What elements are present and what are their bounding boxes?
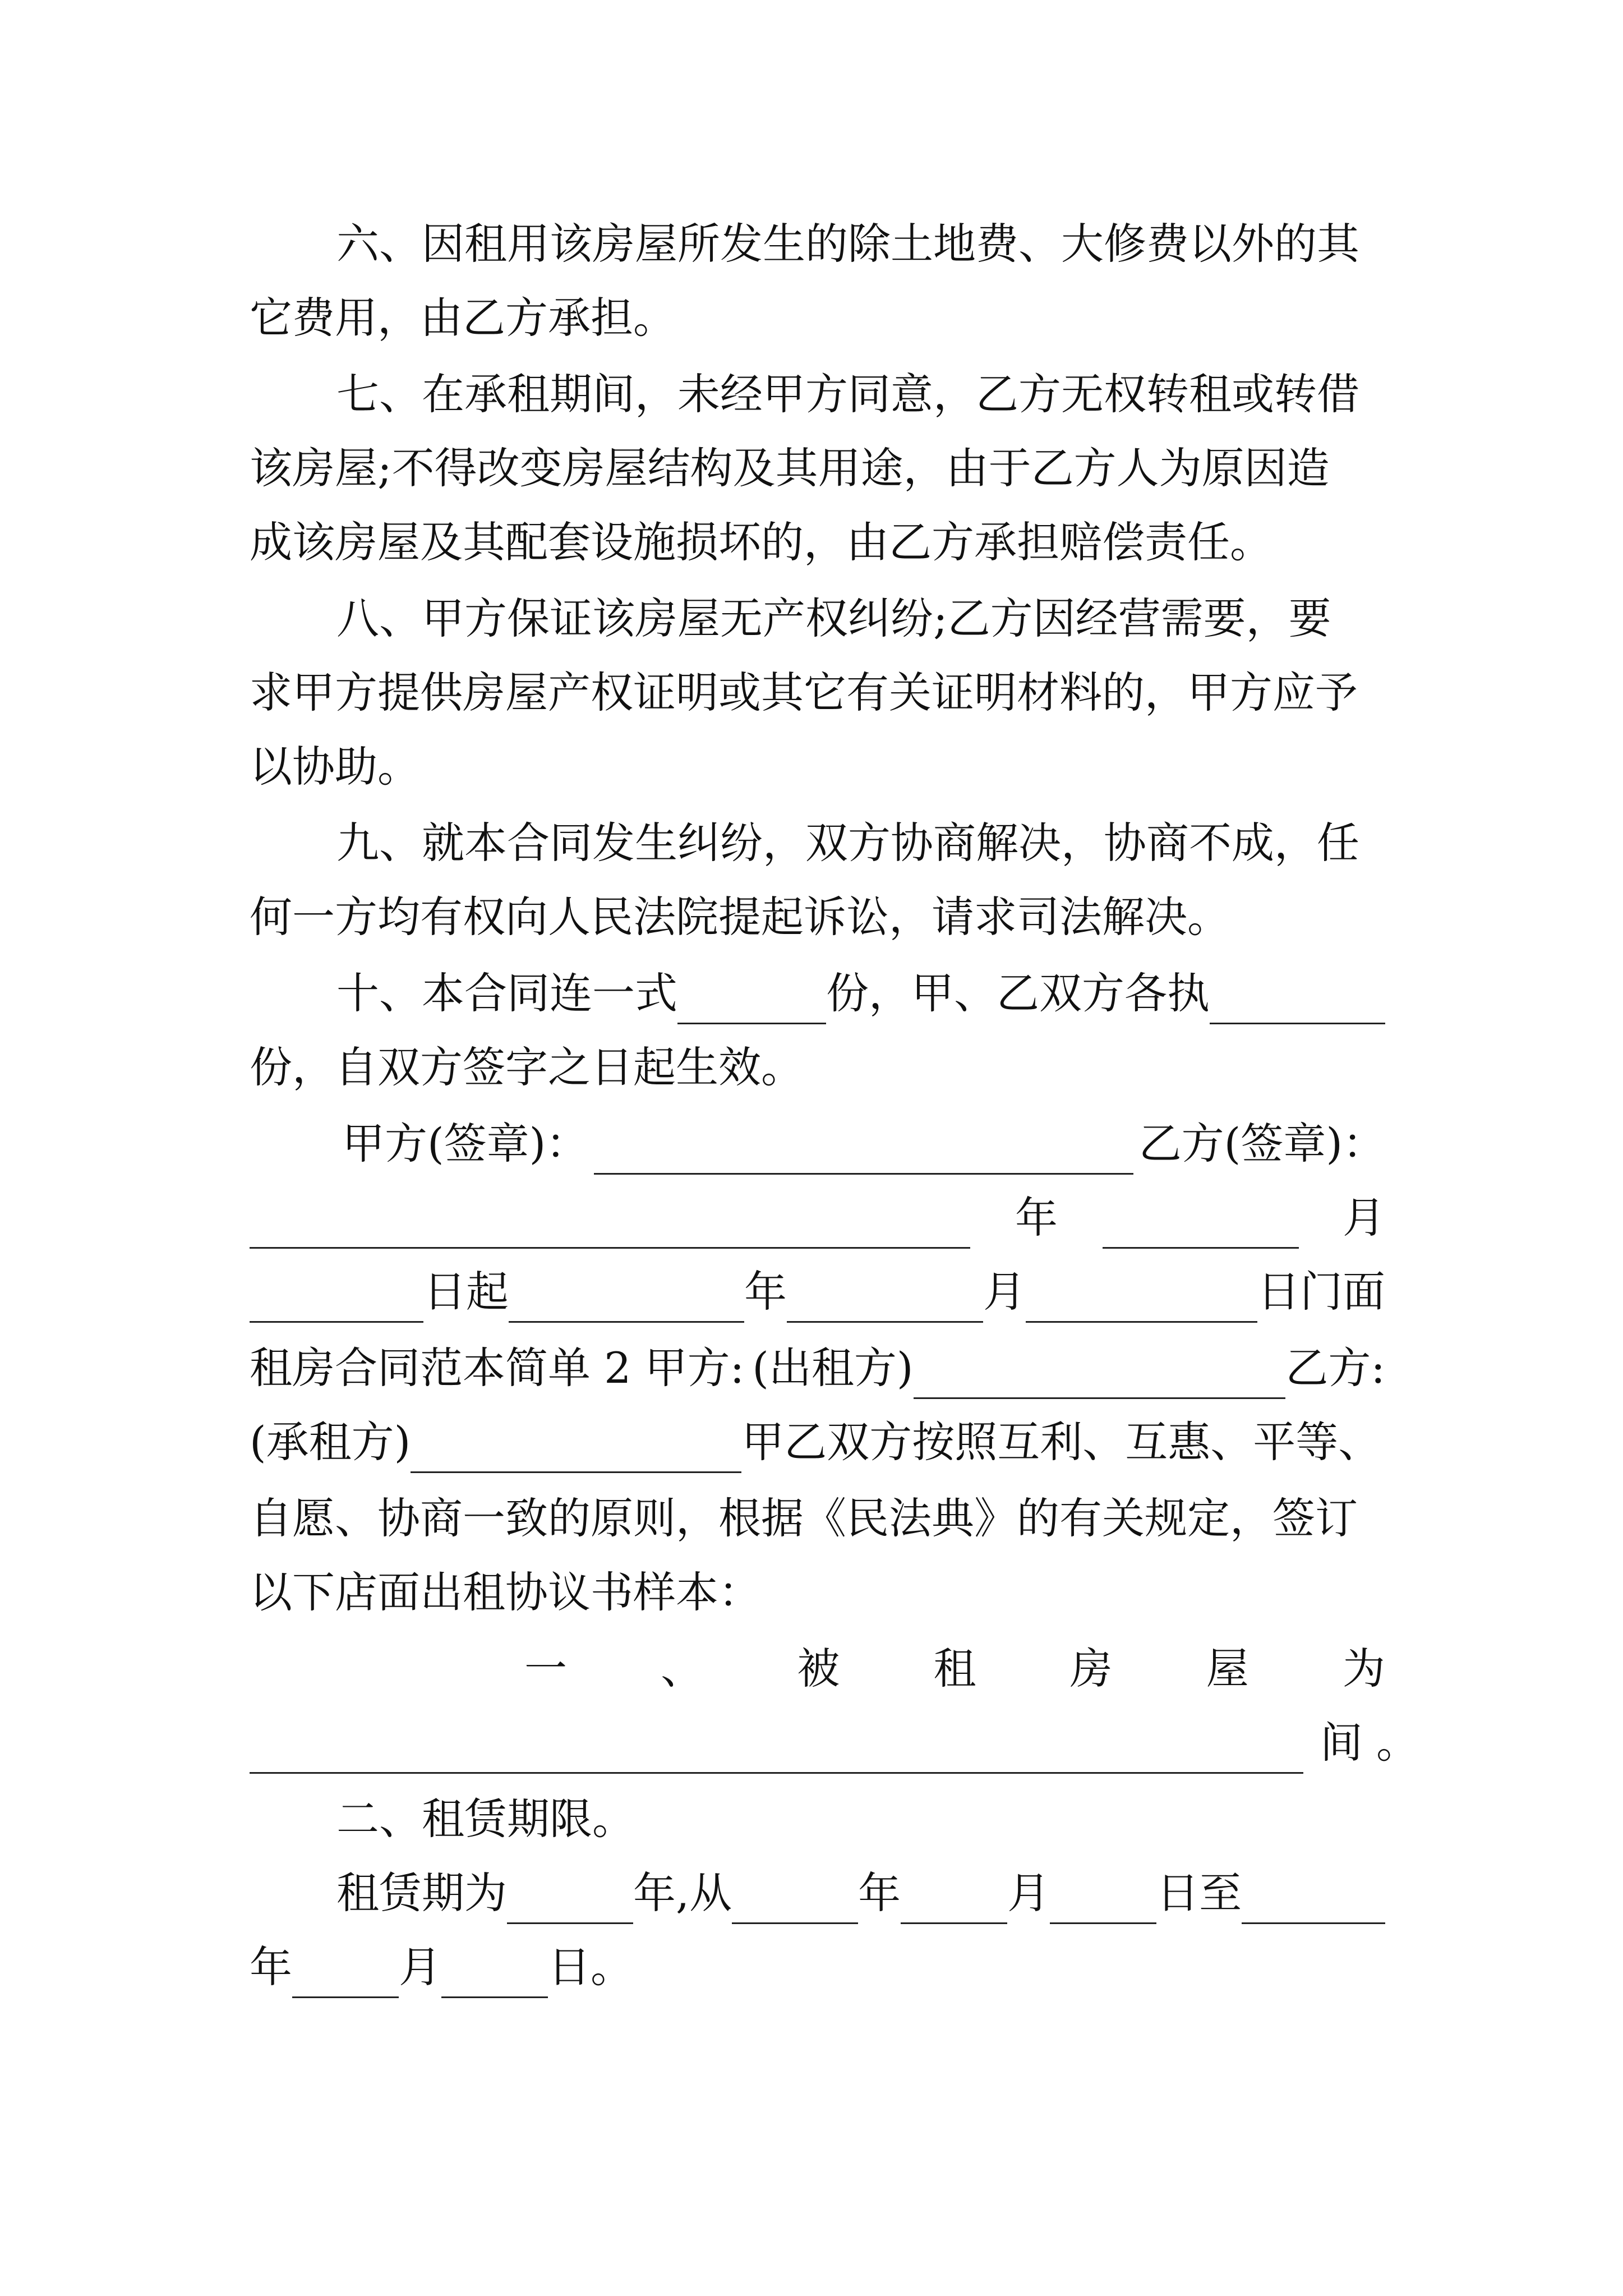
month2-label: 月 (983, 1267, 1026, 1317)
clause-ten-line-2: 份，自双方签字之日起生效。 (250, 1042, 804, 1092)
lease-years-blank[interactable] (507, 1876, 633, 1924)
start-year-blank[interactable] (732, 1876, 858, 1924)
signature-line (342, 1113, 1385, 1175)
month-blank[interactable] (1103, 1201, 1299, 1249)
copies-each-blank[interactable] (1210, 977, 1385, 1024)
lessee-label: (承租方) (250, 1417, 411, 1467)
party-b-signature-blank[interactable] (250, 1201, 970, 1249)
item-one-char: 、 (661, 1644, 704, 1694)
item-one-char: 屋 (1206, 1644, 1249, 1694)
contract2-line-4: 以下店面出租协议书样本： (250, 1567, 761, 1617)
clause-ten-text-b: 份，甲、乙双方各执 (826, 968, 1210, 1018)
month-label: 月 (1343, 1193, 1385, 1243)
lease-term-line-1 (336, 1862, 1385, 1924)
clause-eight-line-2: 求甲方提供房屋产权证明或其它有关证明材料的，甲方应予 (250, 668, 1358, 717)
end-month-term-blank[interactable] (292, 1950, 399, 1998)
lease-year-from-label: 年,从 (633, 1868, 732, 1918)
item-one-line (524, 1638, 1385, 1700)
start-year-label: 年 (858, 1868, 901, 1918)
start-day-blank[interactable] (250, 1275, 423, 1323)
lessor-label: (出租方) (752, 1343, 914, 1393)
clause-seven-line-2: 该房屋;不得改变房屋结构及其用途，由于乙方人为原因造 (250, 443, 1330, 493)
item-two-heading: 二、租赁期限。 (336, 1794, 635, 1844)
clause-nine-line-1: 九、就本合同发生纠纷，双方协商解决，协商不成，任 (336, 818, 1359, 868)
clause-ten-text-a: 十、本合同连一式 (336, 968, 677, 1018)
day-from-label: 日起 (423, 1267, 509, 1317)
end-day-blank[interactable] (1026, 1275, 1257, 1323)
rooms-blank[interactable] (250, 1726, 1303, 1774)
date-line-2 (250, 1261, 1385, 1323)
lessor-blank[interactable] (914, 1351, 1286, 1399)
year-label: 年 (1015, 1193, 1058, 1243)
clause-nine-line-2: 何一方均有权向人民法院提起诉讼，请求司法解决。 (250, 892, 1230, 942)
start-day-term-blank[interactable] (1050, 1876, 1156, 1924)
contract2-line-2 (250, 1411, 1385, 1473)
start-month-blank[interactable] (901, 1876, 1007, 1924)
clause-seven-line-3: 成该房屋及其配套设施损坏的，由乙方承担赔偿责任。 (250, 517, 1272, 567)
contract2-line-3: 自愿、协商一致的原则，根据《民法典》的有关规定，签订 (250, 1493, 1358, 1543)
day-tail-label: 日门面 (1257, 1267, 1385, 1317)
clause-eight-line-1: 八、甲方保证该房屋无产权纠纷;乙方因经营需要，要 (336, 593, 1331, 643)
clause-ten-line-1 (336, 963, 1385, 1024)
day-to-label: 日至 (1156, 1868, 1242, 1918)
party-a-label: 甲方(签章)： (342, 1119, 589, 1168)
item-one-char: 为 (1342, 1644, 1385, 1694)
item-one-char: 租 (933, 1644, 976, 1694)
item-one-char: 被 (797, 1644, 840, 1694)
principles-text: 甲乙双方按照互利、互惠、平等、 (741, 1417, 1381, 1467)
lease-term-line-2 (250, 1936, 1385, 1998)
end-year-term-label: 年 (250, 1942, 292, 1992)
end-month-term-label: 月 (399, 1942, 441, 1992)
end-year-term-blank[interactable] (1242, 1876, 1385, 1924)
contract2-title: 租房合同范本简单 2 甲方: (250, 1343, 745, 1393)
rooms-unit-label: 间 。 (1320, 1718, 1419, 1768)
copies-total-blank[interactable] (677, 977, 826, 1024)
end-day-term-blank[interactable] (441, 1950, 548, 1998)
clause-six-line-1: 六、因租用该房屋所发生的除土地费、大修费以外的其 (336, 219, 1359, 269)
clause-seven-line-1: 七、在承租期间，未经甲方同意，乙方无权转租或转借 (336, 369, 1359, 419)
lease-term-prefix: 租赁期为 (336, 1868, 507, 1918)
item-one-char: 一 (524, 1644, 567, 1694)
party-b-label: 乙方(签章)： (1138, 1119, 1385, 1168)
start-month-label: 月 (1007, 1868, 1050, 1918)
end-month-blank[interactable] (787, 1275, 983, 1323)
end-year-blank[interactable] (509, 1275, 744, 1323)
item-one-char: 房 (1069, 1644, 1113, 1694)
item-one-blank-line (250, 1712, 1419, 1774)
end-day-term-label: 日。 (548, 1942, 633, 1992)
year2-label: 年 (744, 1267, 787, 1317)
lessee-prefix: 乙方: (1285, 1343, 1385, 1393)
party-a-signature-blank[interactable] (594, 1127, 1133, 1175)
contract2-line-1 (250, 1337, 1385, 1399)
date-line-1 (250, 1187, 1385, 1249)
clause-six-line-2: 它费用，由乙方承担。 (250, 293, 676, 343)
lessee-blank[interactable] (411, 1425, 741, 1473)
clause-eight-line-3: 以协助。 (250, 742, 420, 792)
